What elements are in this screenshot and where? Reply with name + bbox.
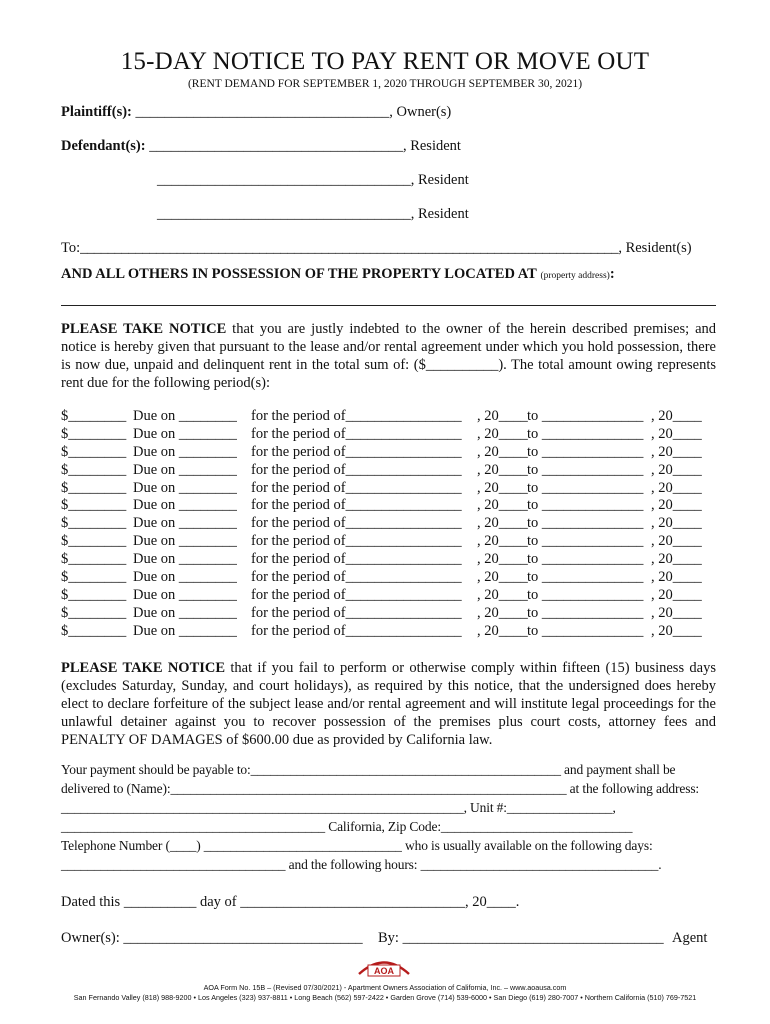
period-end-field[interactable]: to ______________ [527,408,644,424]
amount-field[interactable]: $________ [61,586,127,603]
period-start-year-field[interactable]: , 20____ [477,569,528,586]
period-end-year-field[interactable]: , 20____ [651,461,702,478]
rent-period-row [61,569,711,587]
defendant-line [61,138,461,155]
amount-field[interactable]: $________ [61,461,127,478]
period-start-field[interactable]: for the period of________________ [251,515,462,532]
rent-period-row [61,551,711,569]
notice-body: that you are justly indebted to the owner of the herein described premises; and notice is hereby given that pursuant to the lease and/or rental agreement under which you hold possession, there is now due, unpaid and delinquent rent in the total sum of: ($__________). The total amount owing represents rent due for the following period(s): [61,321,716,391]
due-date-field[interactable]: Due on ________ [133,461,237,478]
period-end-year-field[interactable]: , 20____ [651,569,702,586]
period-start-field[interactable]: for the period of________________ [251,533,462,550]
period-start-field[interactable]: for the period of________________ [251,479,462,496]
defendant-suffix: , Resident [402,138,461,154]
period-start-year-field[interactable]: , 20____ [477,443,528,460]
rent-period-row [61,408,711,426]
document-subtitle: (RENT DEMAND FOR SEPTEMBER 1, 2020 THROUGH SEPTEMBER 30, 2021) [187,78,583,90]
amount-field[interactable]: $________ [61,551,127,568]
period-start-year-field[interactable]: , 20____ [477,479,528,496]
period-start-year-field[interactable]: , 20____ [477,515,528,532]
period-start-year-field[interactable]: , 20____ [477,425,528,442]
amount-field[interactable]: $________ [61,515,127,532]
due-date-field[interactable]: Due on ________ [133,586,237,603]
period-start-year-field[interactable]: , 20____ [477,604,528,621]
period-end-field[interactable]: to ______________ [527,461,644,478]
due-date-field[interactable]: Due on ________ [133,604,237,621]
period-start-field[interactable]: for the period of________________ [251,461,462,478]
payment-address-line[interactable]: _____________________________________________________________, Unit #:________________, [61,800,616,815]
period-end-field[interactable]: to ______________ [527,569,644,586]
footer-offices: San Fernando Valley (818) 988-9200 • Los Angeles (323) 937-8811 • Long Beach (562) 597-2422 • Garden Grove (714) 539-6000 • San Diego (619) 280-7007 • Northern California (510) 769-7521 [73,993,697,1002]
notice-paragraph-1 [61,320,716,392]
period-end-field[interactable]: to ______________ [527,515,644,532]
agent-label: Agent [672,930,708,946]
amount-field[interactable]: $________ [61,443,127,460]
resident-line [157,206,469,223]
due-date-field[interactable]: Due on ________ [133,497,237,514]
due-date-field[interactable]: Due on ________ [133,425,237,442]
due-date-field[interactable]: Due on ________ [133,443,237,460]
period-start-year-field[interactable]: , 20____ [477,408,528,424]
agent-signature-line[interactable]: By: ____________________________________ [378,930,664,946]
resident-suffix: , Resident [410,172,469,188]
period-end-field[interactable]: to ______________ [527,497,644,514]
payment-hours-line[interactable]: __________________________________ and the following hours: ____________________________________. [61,857,662,872]
period-start-field[interactable]: for the period of________________ [251,551,462,568]
rent-period-row [61,462,711,480]
period-start-field[interactable]: for the period of________________ [251,497,462,514]
due-date-field[interactable]: Due on ________ [133,569,237,586]
resident-line [157,172,469,189]
period-end-year-field[interactable]: , 20____ [651,425,702,442]
rent-period-row [61,623,711,641]
amount-field[interactable]: $________ [61,497,127,514]
resident-suffix: , Resident [410,206,469,222]
to-blank[interactable]: ______________________________________________________________________________ [80,240,619,256]
amount-field[interactable]: $________ [61,425,127,442]
defendant-label: Defendant(s): [61,138,146,154]
dated-line[interactable]: Dated this __________ day of _______________________________, 20____. [61,894,520,910]
period-start-year-field[interactable]: , 20____ [477,461,528,478]
due-date-field[interactable]: Due on ________ [133,533,237,550]
possession-text: AND ALL OTHERS IN POSSESSION OF THE PROPERTY LOCATED AT [61,266,537,282]
period-end-year-field[interactable]: , 20____ [651,551,702,568]
defendant-blank[interactable]: ___________________________________ [149,138,403,154]
period-end-year-field[interactable]: , 20____ [651,408,702,424]
resident-blank[interactable]: ___________________________________ [157,172,411,188]
period-start-field[interactable]: for the period of________________ [251,586,462,603]
period-start-year-field[interactable]: , 20____ [477,622,528,639]
due-date-field[interactable]: Due on ________ [133,479,237,496]
rent-period-row [61,533,711,551]
due-date-field[interactable]: Due on ________ [133,408,237,424]
to-suffix: , Resident(s) [618,240,692,256]
period-start-field[interactable]: for the period of________________ [251,622,462,639]
plaintiff-label: Plaintiff(s): [61,104,132,120]
period-end-year-field[interactable]: , 20____ [651,479,702,496]
possession-line [61,266,615,283]
period-end-field[interactable]: to ______________ [527,533,644,550]
rent-period-row [61,480,711,498]
plaintiff-line [61,104,451,121]
amount-field[interactable]: $________ [61,408,127,424]
period-start-year-field[interactable]: , 20____ [477,551,528,568]
aoa-logo [356,955,412,979]
rent-period-table [61,408,711,641]
notice-paragraph-2 [61,659,716,749]
rent-period-row [61,515,711,533]
amount-field[interactable]: $________ [61,569,127,586]
period-end-year-field[interactable]: , 20____ [651,533,702,550]
period-end-year-field[interactable]: , 20____ [651,622,702,639]
aoa-logo-text: AOA [374,966,394,976]
owner-signature-line[interactable]: Owner(s): _________________________________ [61,930,363,946]
period-end-field[interactable]: to ______________ [527,622,644,639]
period-end-year-field[interactable]: , 20____ [651,443,702,460]
due-date-field[interactable]: Due on ________ [133,622,237,639]
rent-period-row [61,444,711,462]
period-start-year-field[interactable]: , 20____ [477,586,528,603]
payment-delivered-line[interactable]: delivered to (Name):____________________________________________________________ at the following address: [61,781,700,796]
document-title: 15-DAY NOTICE TO PAY RENT OR MOVE OUT [120,48,650,75]
amount-field[interactable]: $________ [61,622,127,639]
notice-lead: PLEASE TAKE NOTICE [61,660,226,676]
period-end-field[interactable]: to ______________ [527,479,644,496]
period-start-field[interactable]: for the period of________________ [251,604,462,621]
due-date-field[interactable]: Due on ________ [133,515,237,532]
notice-lead: PLEASE TAKE NOTICE [61,321,227,337]
period-start-year-field[interactable]: , 20____ [477,497,528,514]
period-start-field[interactable]: for the period of________________ [251,408,462,424]
amount-field[interactable]: $________ [61,479,127,496]
period-end-year-field[interactable]: , 20____ [651,497,702,514]
possession-colon: : [609,266,615,282]
period-end-year-field[interactable]: , 20____ [651,515,702,532]
amount-field[interactable]: $________ [61,604,127,621]
payment-telephone-line[interactable]: Telephone Number (____) ______________________________ who is usually available on the following days: [61,838,653,853]
notice-body: that if you fail to perform or otherwise comply within fifteen (15) business days (excludes Saturday, Sunday, and court holidays), as required by this notice, that the undersigned does hereby elect to declare forfeiture of the subject lease and/or rental agreement and will institute legal proceedings for the unlawful detainer against you to recover possession of the premises plus court costs, attorney fees and PENALTY OF DAMAGES of $600.00 due as provided by California law. [61,660,716,748]
to-label: To: [61,240,81,256]
period-end-year-field[interactable]: , 20____ [651,586,702,603]
period-start-field[interactable]: for the period of________________ [251,569,462,586]
resident-blank[interactable]: ___________________________________ [157,206,411,222]
rent-period-row [61,497,711,515]
payment-city-line[interactable]: ________________________________________ California, Zip Code:_____________________________ [61,819,633,834]
plaintiff-suffix: , Owner(s) [389,104,452,120]
rent-period-row [61,587,711,605]
period-end-field[interactable]: to ______________ [527,425,644,442]
period-start-year-field[interactable]: , 20____ [477,533,528,550]
footer-form-info: AOA Form No. 15B – (Revised 07/30/2021) - Apartment Owners Association of California, Inc. – www.aoausa.com [203,983,567,992]
property-address-note: (property address) [540,271,610,281]
payment-payable-line[interactable]: Your payment should be payable to:_______________________________________________ and payment shall be [61,762,676,777]
period-end-field[interactable]: to ______________ [527,586,644,603]
period-end-field[interactable]: to ______________ [527,604,644,621]
rent-period-row [61,426,711,444]
period-start-field[interactable]: for the period of________________ [251,425,462,442]
rent-period-row [61,605,711,623]
period-start-field[interactable]: for the period of________________ [251,443,462,460]
amount-field[interactable]: $________ [61,533,127,550]
period-end-year-field[interactable]: , 20____ [651,604,702,621]
to-line [61,240,692,257]
property-address-field[interactable] [61,305,716,306]
due-date-field[interactable]: Due on ________ [133,551,237,568]
period-end-field[interactable]: to ______________ [527,443,644,460]
period-end-field[interactable]: to ______________ [527,551,644,568]
plaintiff-blank[interactable]: ___________________________________ [135,104,390,120]
